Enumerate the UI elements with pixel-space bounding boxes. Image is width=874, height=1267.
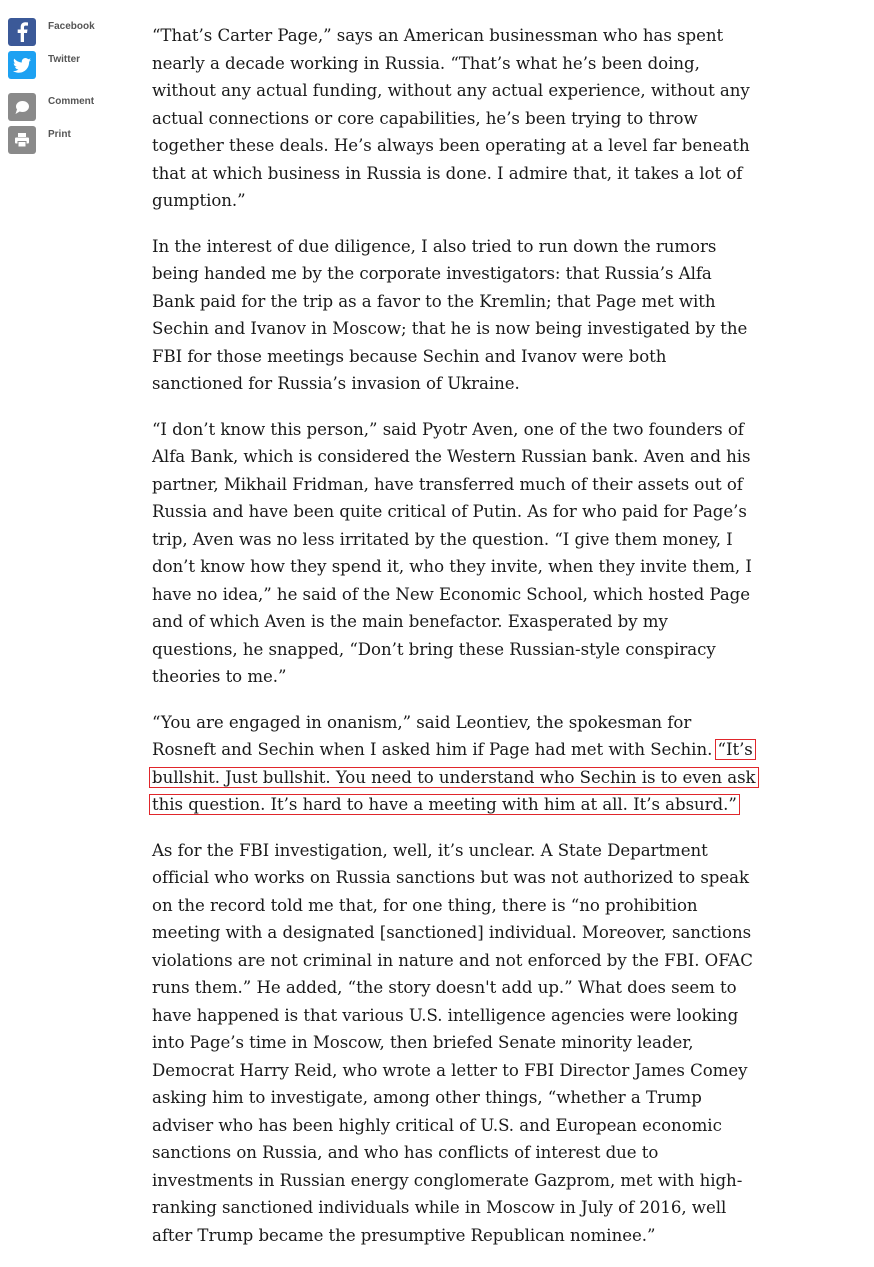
share-rail <box>8 18 118 159</box>
share-twitter-button[interactable] <box>8 51 118 79</box>
paragraph-carter-page: “That’s Carter Page,” says an American businessman who has spent nearly a decade working in Russia. “That’s what he’s been doing, without any actual funding, without any actual experience, without any actual connections or core capabilities, he’s been trying to throw together these deals. He’s always been operating at a level far beneath that at which business in Russia is done. I admire that, it takes a lot of gumption.” <box>152 26 750 210</box>
share-comment-label: Comment <box>48 95 95 107</box>
paragraph-pyotr-aven: “I don’t know this person,” said Pyotr Aven, one of the two founders of Alfa Bank, which is considered the Western Russian bank. Aven and his partner, Mikhail Fridman, have transferred much of their assets out of Russia and have been quite critical of Putin. As for who paid for Page’s trip, Aven was no less irritated by the question. “I give them money, I don’t know how they spend it, who they invite, when they invite them, I have no idea,” he said of the New Economic School, which hosted Page and of which Aven is the main benefactor. Exasperated by my questions, he snapped, “Don’t bring these Russian-style conspiracy theories to me.” <box>152 419 752 686</box>
share-comment-button[interactable] <box>8 93 118 121</box>
paragraph-fbi-investigation: As for the FBI investigation, well, it’s unclear. A State Department official who works on Russia sanctions but was not authorized to speak on the record told me that, for one thing, there is “no prohibition meeting with a designated [sanctioned] individual. Moreover, sanctions violations are not criminal in nature and not enforced by the FBI. OFAC runs them.” He added, “the story doesn't add up.” What does seem to have happened is that various U.S. intelligence agencies were looking into Page’s time in Moscow, then briefed Senate minority leader, Democrat Harry Reid, who wrote a letter to FBI Director James Comey asking him to investigate, among other things, “whether a Trump adviser who has been highly critical of U.S. and European economic sanctions on Russia, and who has conflicts of interest due to investments in Russian energy conglomerate Gazprom, met with high-ranking sanctioned individuals while in Moscow in July of 2016, well after Trump became the presumptive Republican nominee.” <box>152 840 753 1245</box>
highlighted-quote: “It’s bullshit. Just bullshit. You need to understand who Sechin is to even ask this question. It’s hard to have a meeting with him at all. It’s absurd.” <box>152 740 756 814</box>
leontiev-lead-text: “You are engaged in onanism,” said Leontiev, the spokesman for Rosneft and Sechin when I asked him if Page had met with Sechin. <box>152 712 718 759</box>
share-print-button[interactable] <box>8 126 118 154</box>
paragraph-leontiev <box>152 709 758 819</box>
share-facebook-button[interactable] <box>8 18 118 46</box>
twitter-icon <box>8 51 36 79</box>
comment-icon <box>8 93 36 121</box>
paragraph-due-diligence: In the interest of due diligence, I also tried to run down the rumors being handed me by the corporate investigators: that Russia’s Alfa Bank paid for the trip as a favor to the Kremlin; that Page met with Sechin and Ivanov in Moscow; that he is now being investigated by the FBI for those meetings because Sechin and Ivanov were both sanctioned for Russia’s invasion of Ukraine. <box>152 236 748 393</box>
share-print-label: Print <box>48 128 71 140</box>
share-facebook-label: Facebook <box>48 20 95 32</box>
facebook-icon <box>8 18 36 46</box>
article-body <box>152 22 758 1267</box>
print-icon <box>8 126 36 154</box>
share-twitter-label: Twitter <box>48 53 81 65</box>
